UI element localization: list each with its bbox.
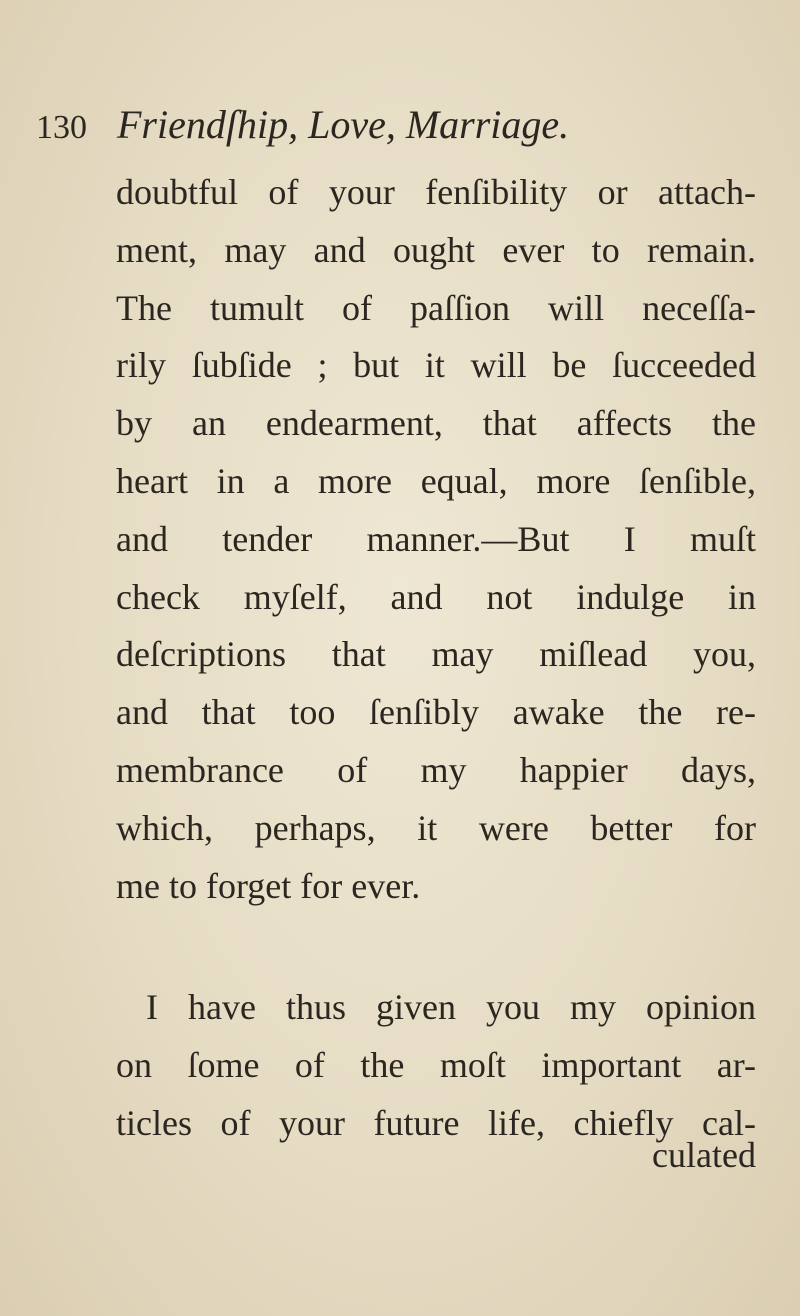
- paragraph-spacer: [116, 915, 756, 979]
- text-line: and that too ſenſibly awake the re-: [116, 692, 756, 733]
- text-line: membrance of my happier days,: [116, 749, 756, 790]
- catchword: culated: [652, 1135, 756, 1175]
- text-line: which, perhaps, it were better for: [116, 807, 756, 848]
- text-line: by an endearment, that affects the: [116, 403, 756, 444]
- paragraph-1: [116, 164, 756, 915]
- text-line: deſcriptions that may miſlead you,: [116, 634, 756, 675]
- text-line: on ſome of the moſt important ar-: [116, 1045, 756, 1086]
- text-line: The tumult of paſſion will neceſſa-: [116, 287, 756, 328]
- body-text: [116, 164, 756, 1153]
- text-line: I have thus given you my opinion: [146, 987, 756, 1028]
- text-line: me to forget for ever.: [116, 865, 421, 906]
- text-line: doubtful of your fenſibility or attach-: [116, 172, 756, 212]
- text-line: ticles of your future life, chiefly cal-: [116, 1102, 756, 1143]
- text-line: heart in a more equal, more ſenſible,: [116, 460, 756, 501]
- text-line: ment, may and ought ever to remain.: [116, 229, 756, 270]
- running-title: Friendſhip, Love, Marriage.: [117, 102, 570, 147]
- text-line: check myſelf, and not indulge in: [116, 576, 756, 617]
- text-line: and tender manner.—But I muſt: [116, 518, 756, 559]
- page-header: [36, 100, 756, 150]
- text-line: rily ſubſide ; but it will be ſucceeded: [116, 345, 756, 386]
- page-number: 130: [36, 109, 87, 146]
